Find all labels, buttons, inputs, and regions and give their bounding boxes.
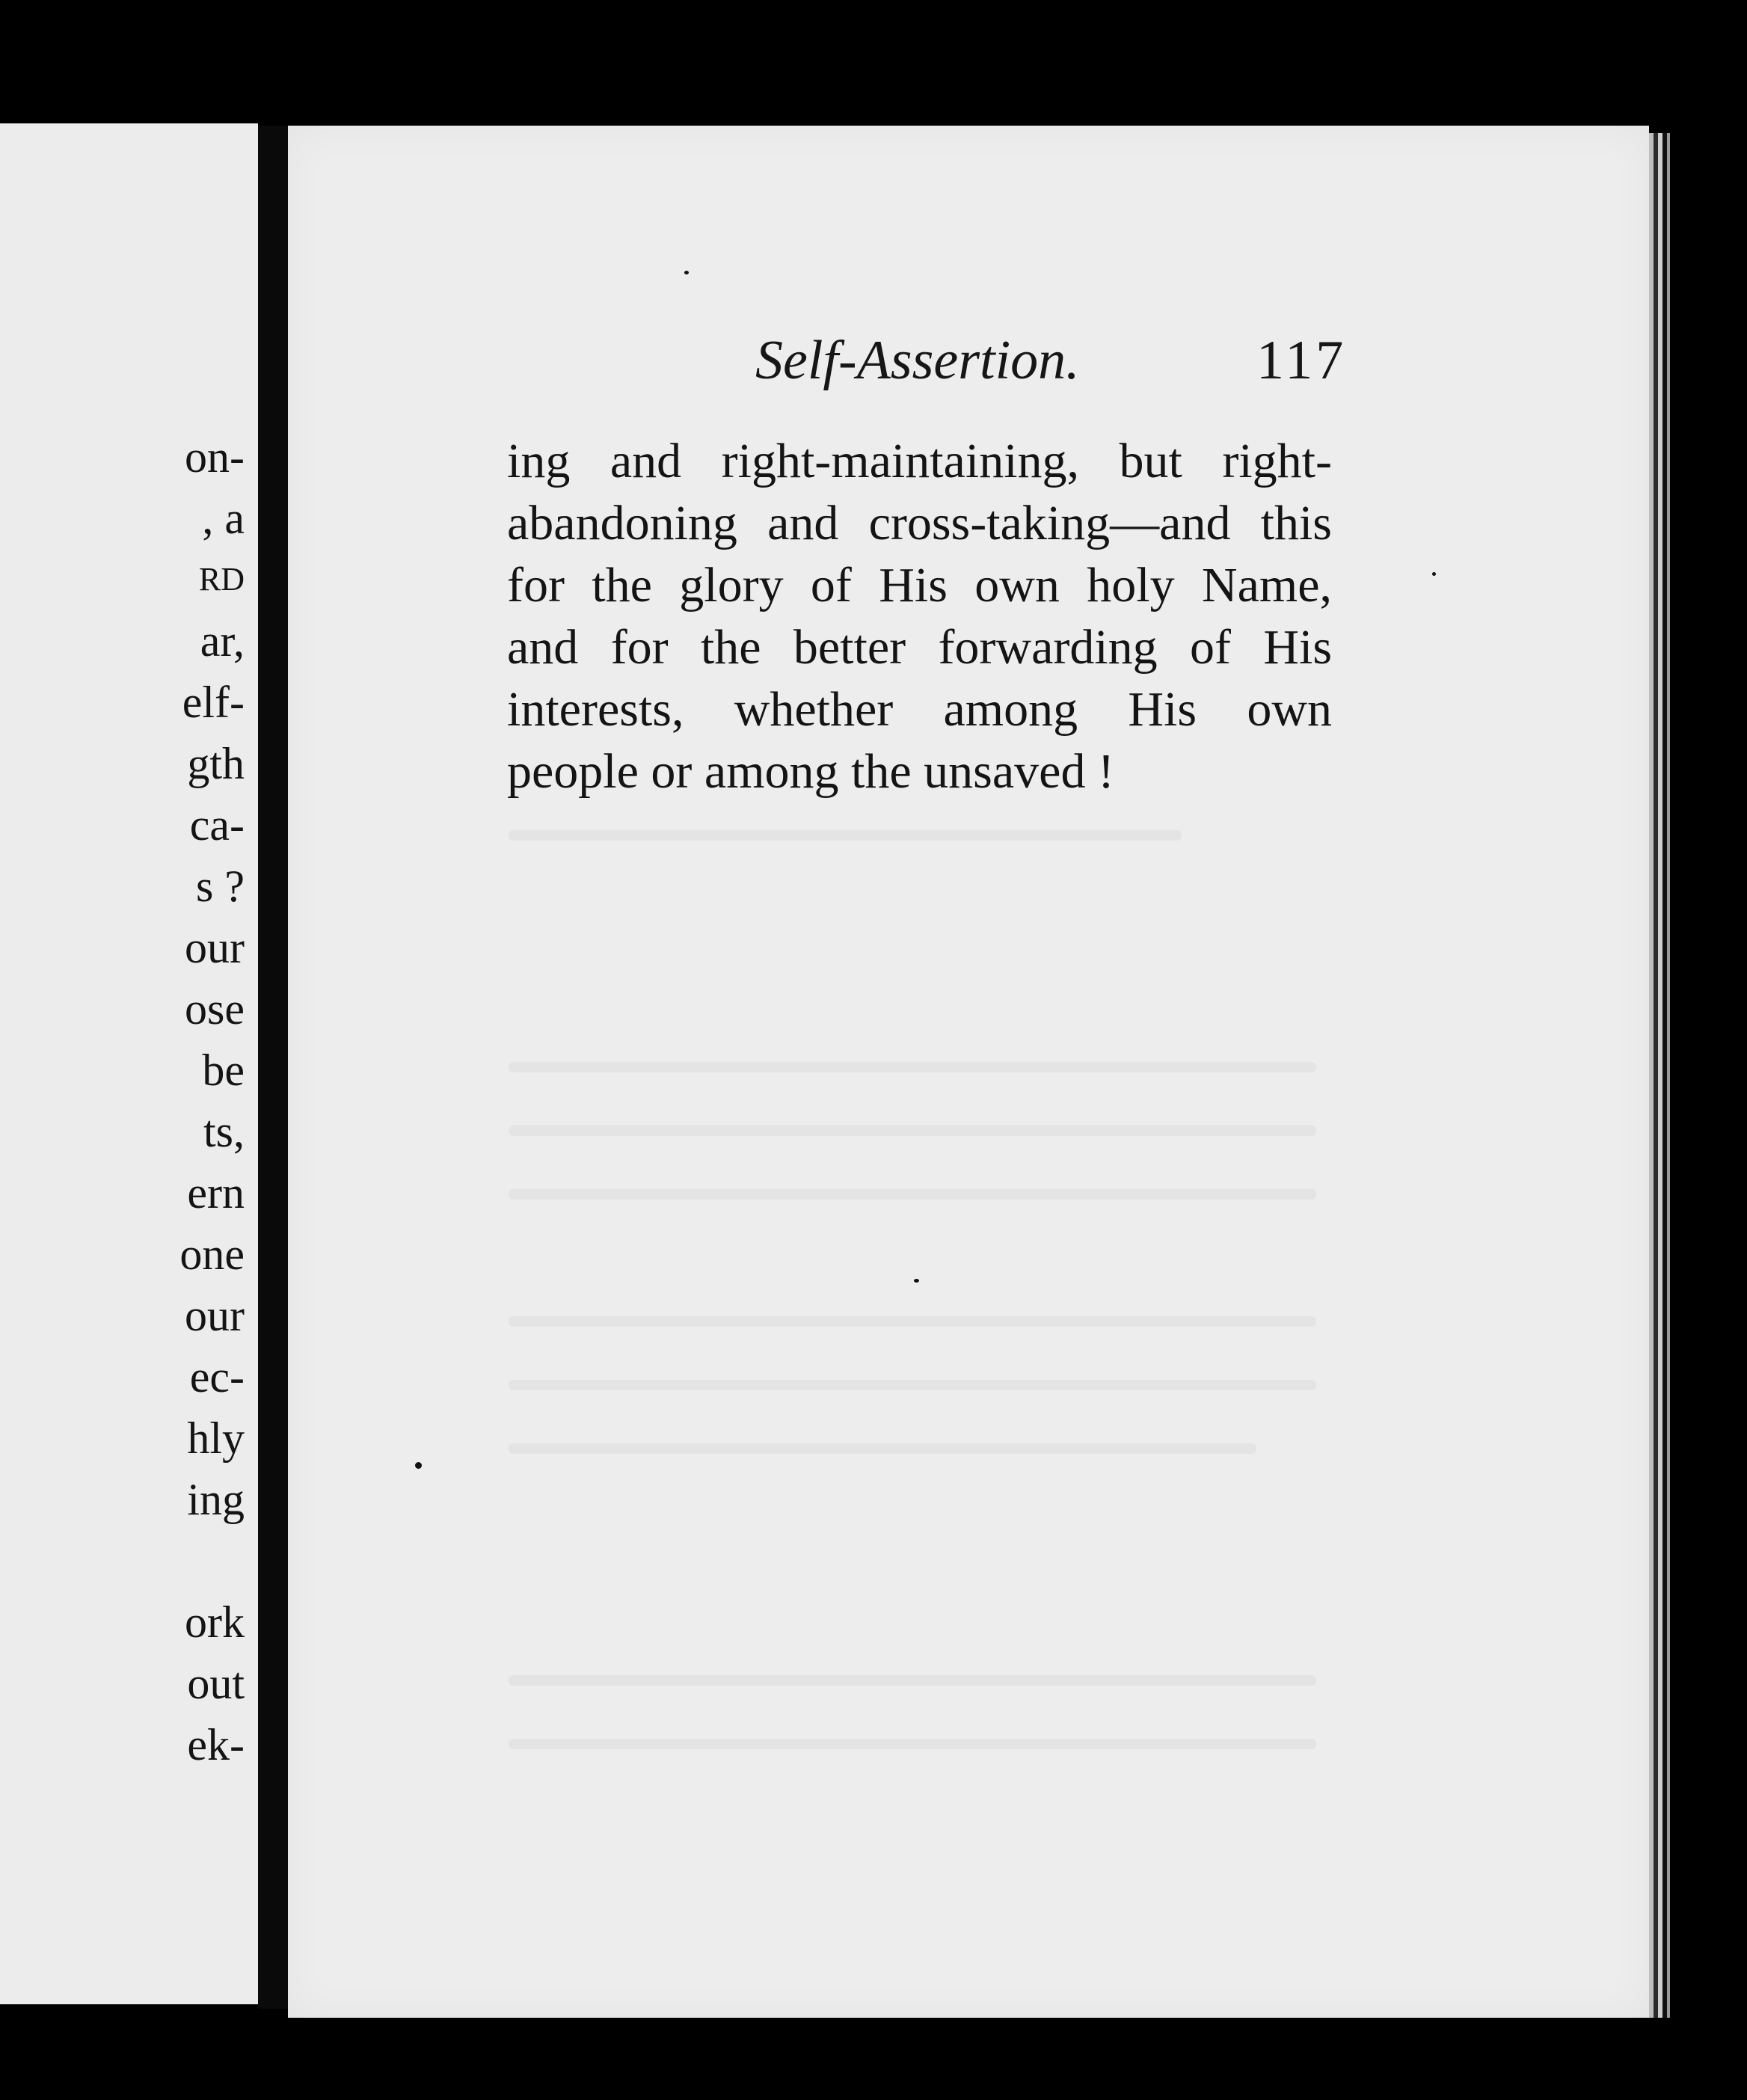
show-through-mark (509, 1316, 1316, 1327)
left-line-fragment: gth (187, 739, 245, 788)
left-line-fragment: ern (187, 1168, 245, 1218)
body-paragraph (507, 430, 1332, 802)
show-through-mark (509, 1443, 1256, 1454)
left-line-fragment: , a (202, 494, 245, 543)
dust-speck (1432, 572, 1436, 576)
running-head: Self-Assertion. (755, 330, 1080, 391)
left-line-fragment: hly (187, 1413, 245, 1463)
dust-speck (415, 1462, 422, 1469)
show-through-mark (509, 1739, 1316, 1749)
left-line-fragment: our (185, 923, 245, 972)
left-line-fragment: ose (185, 984, 245, 1034)
show-through-mark (509, 1126, 1316, 1136)
left-line-fragment: ca- (189, 800, 245, 850)
left-line-fragment: our (185, 1291, 245, 1340)
text-line: and for the better forwarding of His (507, 620, 1332, 675)
text-line: for the glory of His own holy Name, (507, 558, 1332, 612)
page-number: 117 (1256, 330, 1347, 391)
left-line-fragment: ek- (187, 1720, 245, 1769)
show-through-mark (509, 1675, 1316, 1686)
left-facing-page (0, 123, 258, 2004)
book-gutter (258, 126, 288, 2009)
left-line-fragment: out (187, 1659, 245, 1708)
text-line: interests, whether among His own (507, 682, 1332, 737)
show-through-mark (509, 1062, 1316, 1072)
left-page-text-fragments (0, 123, 245, 2004)
left-line-fragment: ing (187, 1475, 245, 1524)
text-line: people or among the unsaved ! (507, 744, 1114, 799)
show-through-mark (509, 830, 1182, 841)
left-line-fragment: s ? (196, 862, 245, 911)
left-line-fragment: RD (198, 561, 245, 598)
left-line-fragment: ts, (203, 1107, 245, 1156)
left-line-fragment: ork (185, 1597, 245, 1647)
left-line-fragment: elf- (182, 678, 245, 727)
left-line-fragment: ar, (200, 616, 245, 666)
left-line-fragment: ec- (189, 1352, 245, 1401)
page-block-edges (1649, 133, 1679, 2018)
left-line-fragment: on- (185, 432, 245, 482)
text-line: ing and right-maintaining, but right- (507, 434, 1332, 488)
dust-speck (684, 271, 689, 274)
show-through-mark (509, 1380, 1316, 1390)
show-through-mark (509, 1189, 1316, 1200)
left-line-fragment: one (179, 1229, 245, 1279)
text-line: abandoning and cross-taking—and this (507, 496, 1332, 550)
dust-speck (914, 1279, 919, 1283)
left-line-fragment: be (202, 1046, 245, 1095)
